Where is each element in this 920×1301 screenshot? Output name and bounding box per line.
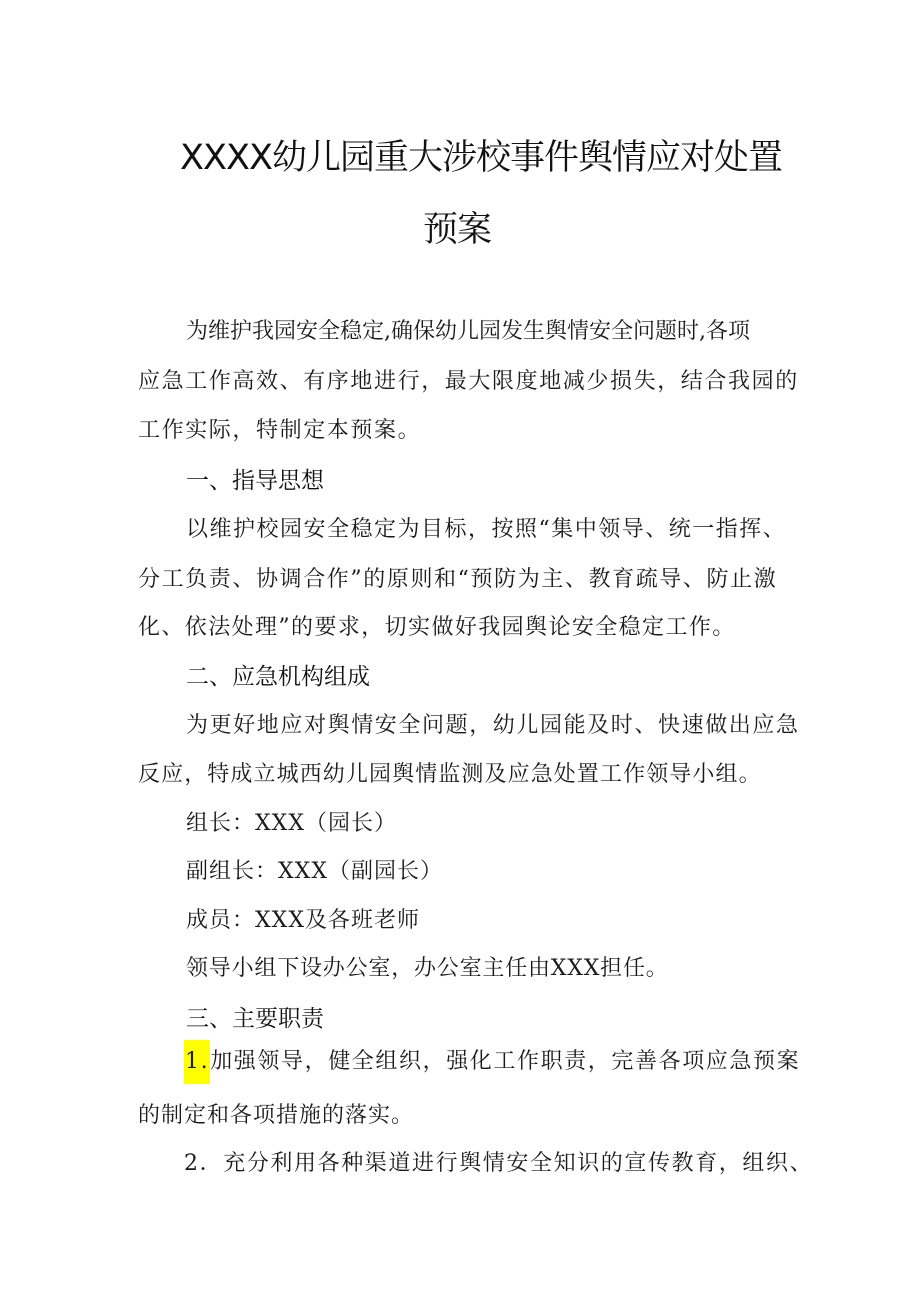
- section-3-item-2-line-1: 2．充分利用各种渠道进行舆情安全知识的宣传教育，组织、: [184, 1151, 814, 1176]
- section-2-line-1: 为更好地应对舆情安全问题，幼儿园能及时、快速做出应急: [186, 713, 800, 738]
- section-1-line-2: 分工负责、协调合作”的原则和“预防为主、教育疏导、防止激: [138, 567, 778, 592]
- section-1-line-3: 化、依法处理”的要求，切实做好我园舆论安全稳定工作。: [138, 615, 736, 640]
- deputy-leader-line: 副组长：XXX（副园长）: [186, 859, 443, 884]
- document-title-line-2: 预案: [422, 210, 491, 250]
- leader-line: 组长：XXX（园长）: [186, 811, 397, 836]
- section-2-heading: 二、应急机构组成: [186, 664, 370, 690]
- document-title-line-1: XXXX幼儿园重大涉校事件舆情应对处置: [180, 138, 782, 178]
- section-3-item-1-line-1: [184, 1040, 800, 1084]
- section-1-heading: 一、指导思想: [186, 468, 324, 494]
- section-2-line-2: 反应，特成立城西幼儿园舆情监测及应急处置工作领导小组。: [138, 762, 762, 787]
- intro-line-2: 应急工作高效、有序地进行，最大限度地减少损失，结合我园的: [138, 369, 799, 394]
- intro-line-3: 工作实际，特制定本预案。: [138, 418, 422, 443]
- section-1-line-1: 以维护校园安全稳定为目标，按照“集中领导、统一指挥、: [186, 517, 787, 542]
- section-3-item-1-line-2: 的制定和各项措施的落实。: [138, 1103, 415, 1128]
- section-3-heading: 三、主要职责: [186, 1006, 324, 1032]
- office-line: 领导小组下设办公室，办公室主任由XXX担任。: [186, 956, 669, 981]
- section-3-item-1-text: 加强领导，健全组织，强化工作职责，完善各项应急预案: [210, 1049, 801, 1074]
- members-line: 成员：XXX及各班老师: [186, 908, 420, 933]
- intro-line-1: 为维护我园安全稳定,确保幼儿园发生舆情安全问题时,各项: [186, 319, 750, 344]
- highlighted-item-number: 1.: [184, 1040, 210, 1084]
